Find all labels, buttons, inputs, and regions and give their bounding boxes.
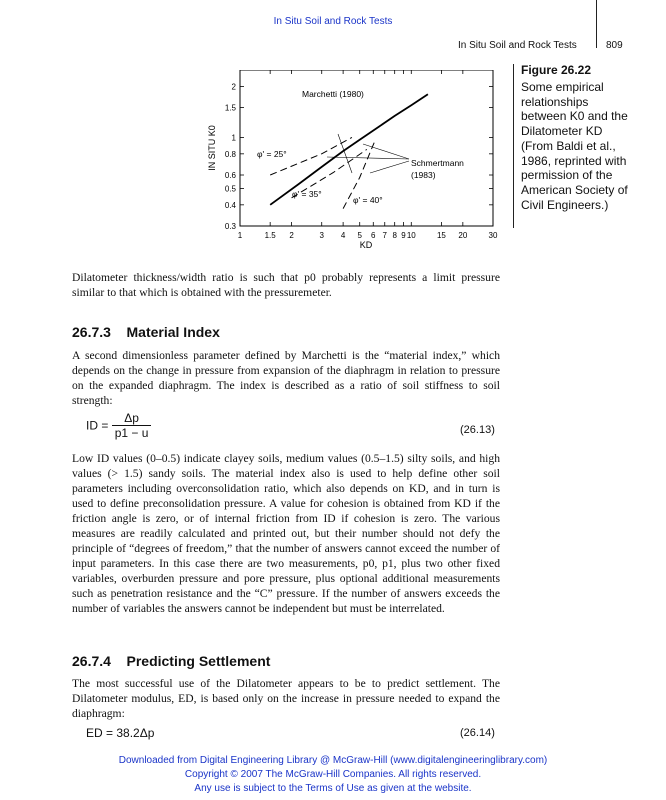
equation-number-26-13: (26.13) [460,424,495,436]
page-number: 809 [606,40,623,51]
equation-26-14: ED = 38.2Δp [86,726,155,740]
figure-title: Figure 26.22 [521,63,592,77]
y-tick-label: 0.6 [224,171,236,181]
x-tick-label: 6 [371,231,376,240]
paragraph-limit-pressure: Dilatometer thickness/width ratio is such that p0 probably represents a limit pressure similar to that which is obtained with the pressuremeter. [72,271,500,299]
label-schmertmann: Schmertmann [411,158,464,168]
top-title-link[interactable]: In Situ Soil and Rock Tests [273,16,393,27]
caption-rule [513,64,514,228]
y-tick-label: 1.5 [224,103,236,113]
footer-download-link[interactable]: Downloaded from Digital Engineering Library @ McGraw-Hill (www.digitalengineeringlibrary.com) [118,755,548,766]
k0-kd-chart [200,70,510,250]
equation-26-13 [86,411,151,440]
x-tick-label: 2 [289,231,294,240]
section-title: Predicting Settlement [126,653,271,669]
section-number: 26.7.3 [72,324,111,340]
section-heading-material-index [72,324,220,340]
section-title: Material Index [126,324,220,340]
eq-lhs: ID = [86,418,109,433]
running-head-rule [596,0,597,48]
eq-numerator: Δp [112,411,152,426]
schmertmann-arrow-3 [370,161,409,173]
y-tick-label: 2 [231,82,236,92]
label-marchetti: Marchetti (1980) [302,89,364,99]
paragraph-material-index: A second dimensionless parameter defined by Marchetti is the “material index,” which depends on the change in pressure from expansion of the diaphragm in relation to pressure on the expanded diaphragm. The index is described as a ratio of soil stiffness to soil strength: [72,349,500,407]
section-number: 26.7.4 [72,653,111,669]
label-phi-25: φ' = 25° [257,149,287,159]
x-tick-label: 9 [401,231,406,240]
y-tick-label: 0.4 [224,200,236,210]
footer-terms-link[interactable]: Any use is subject to the Terms of Use as given at the website. [194,783,472,794]
x-tick-label: 8 [392,231,397,240]
eq-fraction [112,411,152,440]
x-tick-label: 1 [237,231,243,240]
paragraph-id-values: Low ID values (0–0.5) indicate clayey soils, medium values (0.5–1.5) silty soils, and high values (> 1.5) sandy soils. The material index also is used to help define other soil parameters including overconsolidation ratio, which also depends on KD, and in turn is used to define preconsolidation pressure. A value for cohesion is obtained from KD if the friction angle is zero, or of internal friction from ID if cohesion is zero. The various measures are readily calculated and printed out, but their number should not defy the principle of “degrees of freedom,” that the number of answers cannot exceed the number of input parameters. In this case there are two measurements, p0, p1, plus two other fixed variables, overburden pressure and pore pressure, plus optional additional measurements such as penetration resistance and the “C” pressure. If the number of answers exceeds the number of variables the answers cannot be independent but must be interrelated. [72,452,500,615]
y-tick-label: 0.5 [224,184,236,194]
paragraph-settlement: The most successful use of the Dilatometer appears to be to predict settlement. The Dilatometer modulus, ED, is based only on the increase in pressure needed to expand the diaphragm: [72,677,500,720]
label-schmertmann-year: (1983) [411,170,436,180]
x-tick-label: 3 [319,231,324,240]
x-tick-label: 10 [406,231,416,240]
running-head-title: In Situ Soil and Rock Tests [458,40,577,51]
footer-copyright: Copyright © 2007 The McGraw-Hill Companies. All rights reserved. [184,769,482,780]
x-tick-label: 15 [436,231,446,240]
y-tick-label: 0.3 [224,222,236,231]
y-axis-label: IN SITU K0 [207,125,217,171]
x-tick-label: 30 [488,231,498,240]
section-heading-predicting-settlement [72,653,270,669]
label-phi-35: φ' = 35° [292,189,322,199]
eq-denominator: p1 − u [114,426,149,440]
equation-number-26-14: (26.14) [460,727,495,739]
x-tick-label: 5 [357,231,362,240]
label-phi-40: φ' = 40° [353,195,383,205]
figure-caption: Some empirical relationships between K0 and the Dilatometer KD (From Baldi et al., 1986, reprinted with permission of the American Society of Civil Engineers.) [521,80,628,212]
x-tick-label: 7 [382,231,387,240]
schmertmann-arrow-2 [363,144,409,159]
x-axis-label: KD [359,240,373,250]
y-tick-label: 0.8 [224,149,236,159]
x-tick-label: 1.5 [264,231,276,240]
x-tick-label: 20 [458,231,468,240]
footer [0,754,666,796]
x-tick-label: 4 [340,231,346,240]
y-tick-label: 1 [231,133,236,143]
